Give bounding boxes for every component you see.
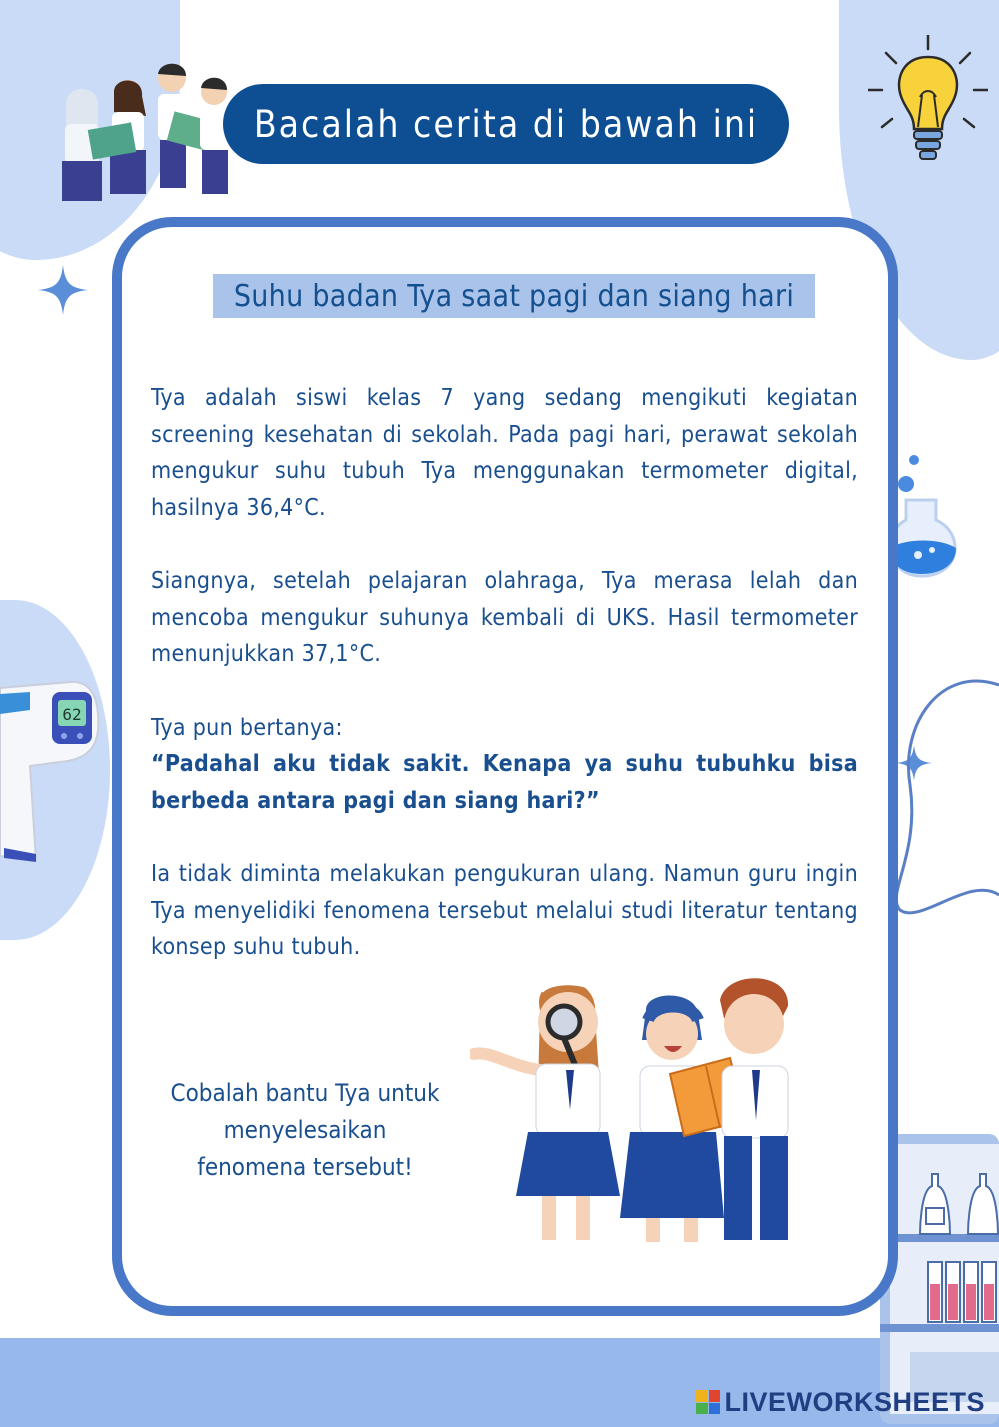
cta-line-1: Cobalah bantu Tya untuk — [170, 1079, 440, 1107]
sparkle-icon — [38, 265, 88, 315]
liveworksheets-logo-icon — [696, 1390, 720, 1414]
thermometer-gun-illustration — [0, 670, 102, 865]
story-paragraph-1: Tya adalah siswi kelas 7 yang sedang mengikuti kegiatan screening kesehatan di sekolah. Pada pagi hari, perawat sekolah mengukur suhu tubuh Tya menggunakan termometer digital, hasilnya 36,4°C. — [151, 385, 858, 521]
three-students-illustration — [470, 970, 830, 1250]
cta-line-3: fenomena tersebut! — [197, 1153, 413, 1181]
page-title: Bacalah cerita di bawah ini — [223, 84, 789, 164]
thermometer-reading: 62 — [62, 705, 82, 724]
students-illustration — [20, 56, 235, 206]
brand-text: LIVEWORKSHEETS — [724, 1386, 985, 1417]
story-paragraph-4: Ia tidak diminta melakukan pengukuran ulang. Namun guru ingin Tya menyelidiki fenomena tersebut melalui studi literatur tentang konsep suhu tubuh. — [151, 861, 858, 960]
liveworksheets-branding — [696, 1385, 985, 1419]
story-paragraph-2: Siangnya, setelah pelajaran olahraga, Tya merasa lelah dan mencoba mengukur suhunya kembali di UKS. Hasil termometer menunjukkan 37,1°C. — [151, 568, 858, 667]
lightbulb-icon — [868, 35, 988, 170]
call-to-action — [150, 1075, 460, 1186]
story-subtitle: Suhu badan Tya saat pagi dan siang hari — [213, 274, 815, 318]
story-text — [151, 380, 858, 1003]
story-quote: “Padahal aku tidak sakit. Kenapa ya suhu tubuhku bisa berbeda antara pagi dan siang hari?” — [151, 751, 858, 814]
cta-line-2: menyelesaikan — [223, 1116, 387, 1144]
story-paragraph-3: Tya pun bertanya: — [151, 714, 343, 741]
